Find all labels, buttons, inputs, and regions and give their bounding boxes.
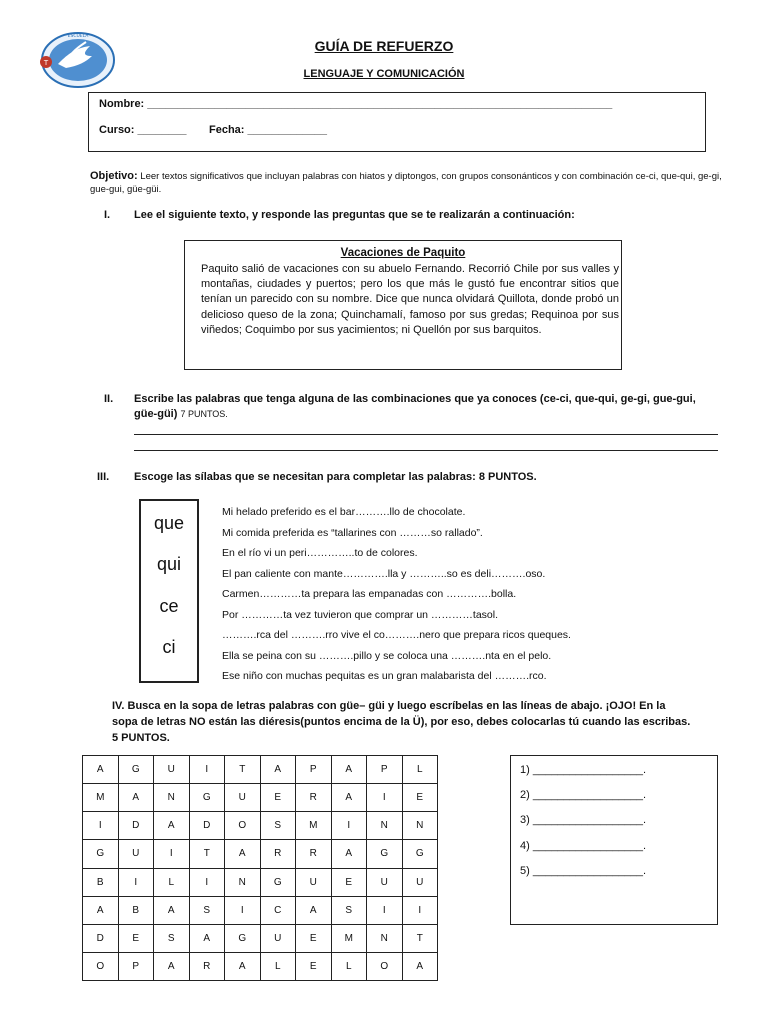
grid-cell[interactable]: I [367,784,403,812]
section-4-instruction-b: sopa de letras NO están las diéresis(puntos encima de la Ü), por eso, debes colocarlas tú cuando las escribas. [112,716,691,728]
grid-row [83,896,438,924]
objective-text: Leer textos significativos que incluyan palabras con hiatos y diptongos, con grupos consonánticos y con combinación ce-ci, que-qui, ge-gi, gue-gui, güe-güi. [90,171,722,195]
syllable-box [139,499,199,683]
grid-cell[interactable]: C [260,896,296,924]
objective [90,170,726,196]
grid-cell[interactable]: G [260,868,296,896]
section-2-text: Escribe las palabras que tenga alguna de las combinaciones que ya conoces (ce-ci, que-qui, ge-gi, gue-gui, güe-güi) [134,393,696,420]
grid-cell[interactable]: I [154,840,190,868]
grid-cell[interactable]: I [118,868,154,896]
grid-cell[interactable]: I [367,896,403,924]
grid-cell[interactable]: A [154,812,190,840]
answers-box [510,755,718,925]
grid-cell[interactable]: A [83,896,119,924]
section-2-instruction [134,392,720,422]
grid-cell[interactable]: N [402,812,438,840]
grid-cell[interactable]: G [225,924,261,952]
grid-cell[interactable]: M [331,924,367,952]
section-3-number: III. [97,471,110,483]
grid-cell[interactable]: U [118,840,154,868]
grid-cell[interactable]: A [154,952,190,980]
grid-cell[interactable]: A [296,896,332,924]
grid-cell[interactable]: A [331,840,367,868]
page-title: GUÍA DE REFUERZO [314,38,454,54]
grid-cell[interactable]: L [154,868,190,896]
grid-cell[interactable]: S [189,896,225,924]
answer-2[interactable]: 2) __________________. [520,789,647,801]
grid-cell[interactable]: A [225,952,261,980]
objective-label: Objetivo: [90,170,138,182]
answer-5[interactable]: 5) __________________. [520,865,647,877]
sentence-5: Carmen…………ta prepara las empanadas con ………….bolla. [222,588,517,600]
grid-cell[interactable]: A [331,756,367,784]
date-field[interactable]: Fecha: _____________ [209,124,328,136]
grid-cell[interactable]: N [154,784,190,812]
grid-cell[interactable]: G [367,840,403,868]
grid-cell[interactable]: M [83,784,119,812]
grid-cell[interactable]: U [402,868,438,896]
grid-row [83,812,438,840]
answer-1[interactable]: 1) __________________. [520,764,647,776]
svg-text:ESCUELA: ESCUELA [67,34,89,39]
page-subtitle: LENGUAJE Y COMUNICACIÓN [303,68,465,80]
grid-cell[interactable]: E [260,784,296,812]
grid-cell[interactable]: G [402,840,438,868]
grid-cell[interactable]: G [83,840,119,868]
grid-cell[interactable]: T [402,924,438,952]
grid-cell[interactable]: U [296,868,332,896]
grid-cell[interactable]: I [189,868,225,896]
sentence-1: Mi helado preferido es el bar……….llo de chocolate. [222,506,466,518]
grid-cell[interactable]: B [83,868,119,896]
school-seal-dove-icon [30,26,116,98]
grid-cell[interactable]: A [260,756,296,784]
grid-cell[interactable]: G [189,784,225,812]
grid-cell[interactable]: U [225,784,261,812]
grid-cell[interactable]: I [189,756,225,784]
svg-text:T: T [43,59,49,67]
story-title: Vacaciones de Paquito [340,247,466,259]
grid-row [83,924,438,952]
grid-cell[interactable]: T [189,840,225,868]
grid-cell[interactable]: L [331,952,367,980]
grid-cell[interactable]: I [402,896,438,924]
syllable-ci: ci [162,637,176,657]
grid-cell[interactable]: P [118,952,154,980]
grid-cell[interactable]: E [402,784,438,812]
course-field[interactable]: Curso: ________ [99,124,187,136]
grid-cell[interactable]: A [154,896,190,924]
grid-cell[interactable]: D [118,812,154,840]
section-1-instruction: Lee el siguiente texto, y responde las preguntas que se te realizarán a continuación: [134,209,575,221]
grid-cell[interactable]: O [367,952,403,980]
grid-cell[interactable]: I [331,812,367,840]
story-text: Paquito salió de vacaciones con su abuelo Fernando. Recorrió Chile por sus valles y montañas, ciudades y puertos; pero los que más le gustó fue encontrar sitios que tenían un parecido con su nombre. Dice que nunca olvidará Quillota, donde probó un delicioso queso de la zona; Quinchamalí, famoso por sus gredas; Requinoa por sus viñedos; Coquimbo por sus yacimientos; ni Quellón por sus barquitos. [201,263,619,336]
grid-cell[interactable]: B [118,896,154,924]
grid-cell[interactable]: S [154,924,190,952]
name-field[interactable]: Nombre: ____________________________________________________________________________ [99,98,613,110]
grid-cell[interactable]: R [296,840,332,868]
grid-cell[interactable]: A [83,756,119,784]
grid-cell[interactable]: S [260,812,296,840]
grid-cell[interactable]: O [225,812,261,840]
grid-cell[interactable]: T [225,756,261,784]
grid-cell[interactable]: D [83,924,119,952]
grid-cell[interactable]: R [296,784,332,812]
answer-3[interactable]: 3) __________________. [520,814,647,826]
grid-cell[interactable]: A [189,924,225,952]
sentence-8: Ella se peina con su ……….pillo y se coloca una ……….nta en el pelo. [222,650,552,662]
grid-cell[interactable]: O [83,952,119,980]
grid-cell[interactable]: A [118,784,154,812]
section-4-instruction-a: IV. Busca en la sopa de letras palabras con güe– güi y luego escríbelas en las líneas de abajo. ¡OJO! En la [112,700,666,712]
grid-cell[interactable]: U [154,756,190,784]
grid-cell[interactable]: P [296,756,332,784]
grid-cell[interactable]: P [367,756,403,784]
answer-4[interactable]: 4) __________________. [520,840,647,852]
grid-cell[interactable]: U [367,868,403,896]
grid-cell[interactable]: A [402,952,438,980]
story-box [184,240,622,370]
student-info-box [88,92,706,152]
sentence-6: Por …………ta vez tuvieron que comprar un …………tasol. [222,609,499,621]
section-2-points: 7 PUNTOS. [180,409,228,419]
answer-line-1[interactable] [134,434,718,435]
grid-cell[interactable]: A [331,784,367,812]
grid-cell[interactable]: L [402,756,438,784]
grid-cell[interactable]: L [260,952,296,980]
sentence-2: Mi comida preferida es “tallarines con ………so rallado”. [222,527,483,539]
grid-row [83,784,438,812]
grid-cell[interactable]: N [225,868,261,896]
grid-cell[interactable]: E [296,952,332,980]
grid-cell[interactable]: D [189,812,225,840]
grid-cell[interactable]: R [260,840,296,868]
word-search-grid [82,755,438,981]
grid-cell[interactable]: N [367,924,403,952]
section-4-points: 5 PUNTOS. [112,732,170,744]
sentence-3: En el río vi un peri…………..to de colores. [222,547,418,559]
sentence-7: ……….rca del ……….rro vive el co……….nero que prepara ricos queques. [222,629,571,641]
grid-row [83,756,438,784]
grid-cell[interactable]: E [296,924,332,952]
grid-row [83,868,438,896]
section-3-instruction: Escoge las sílabas que se necesitan para completar las palabras: 8 PUNTOS. [134,471,537,483]
grid-cell[interactable]: E [118,924,154,952]
sentence-4: El pan caliente con mante………….lla y ………..so es deli……….oso. [222,568,546,580]
grid-cell[interactable]: G [118,756,154,784]
answer-line-2[interactable] [134,450,718,451]
syllable-qui: qui [156,554,182,574]
sentence-9: Ese niño con muchas pequitas es un gran malabarista del ……….rco. [222,670,547,682]
grid-row [83,840,438,868]
syllable-ce: ce [159,596,179,616]
grid-row [83,952,438,980]
grid-cell[interactable]: I [225,896,261,924]
grid-cell[interactable]: I [83,812,119,840]
grid-cell[interactable]: U [260,924,296,952]
syllable-que: que [153,513,185,533]
grid-cell[interactable]: N [367,812,403,840]
grid-cell[interactable]: M [296,812,332,840]
section-2-number: II. [104,393,114,405]
grid-cell[interactable]: A [225,840,261,868]
grid-cell[interactable]: R [189,952,225,980]
grid-cell[interactable]: S [331,896,367,924]
section-1-number: I. [104,209,111,221]
grid-cell[interactable]: E [331,868,367,896]
